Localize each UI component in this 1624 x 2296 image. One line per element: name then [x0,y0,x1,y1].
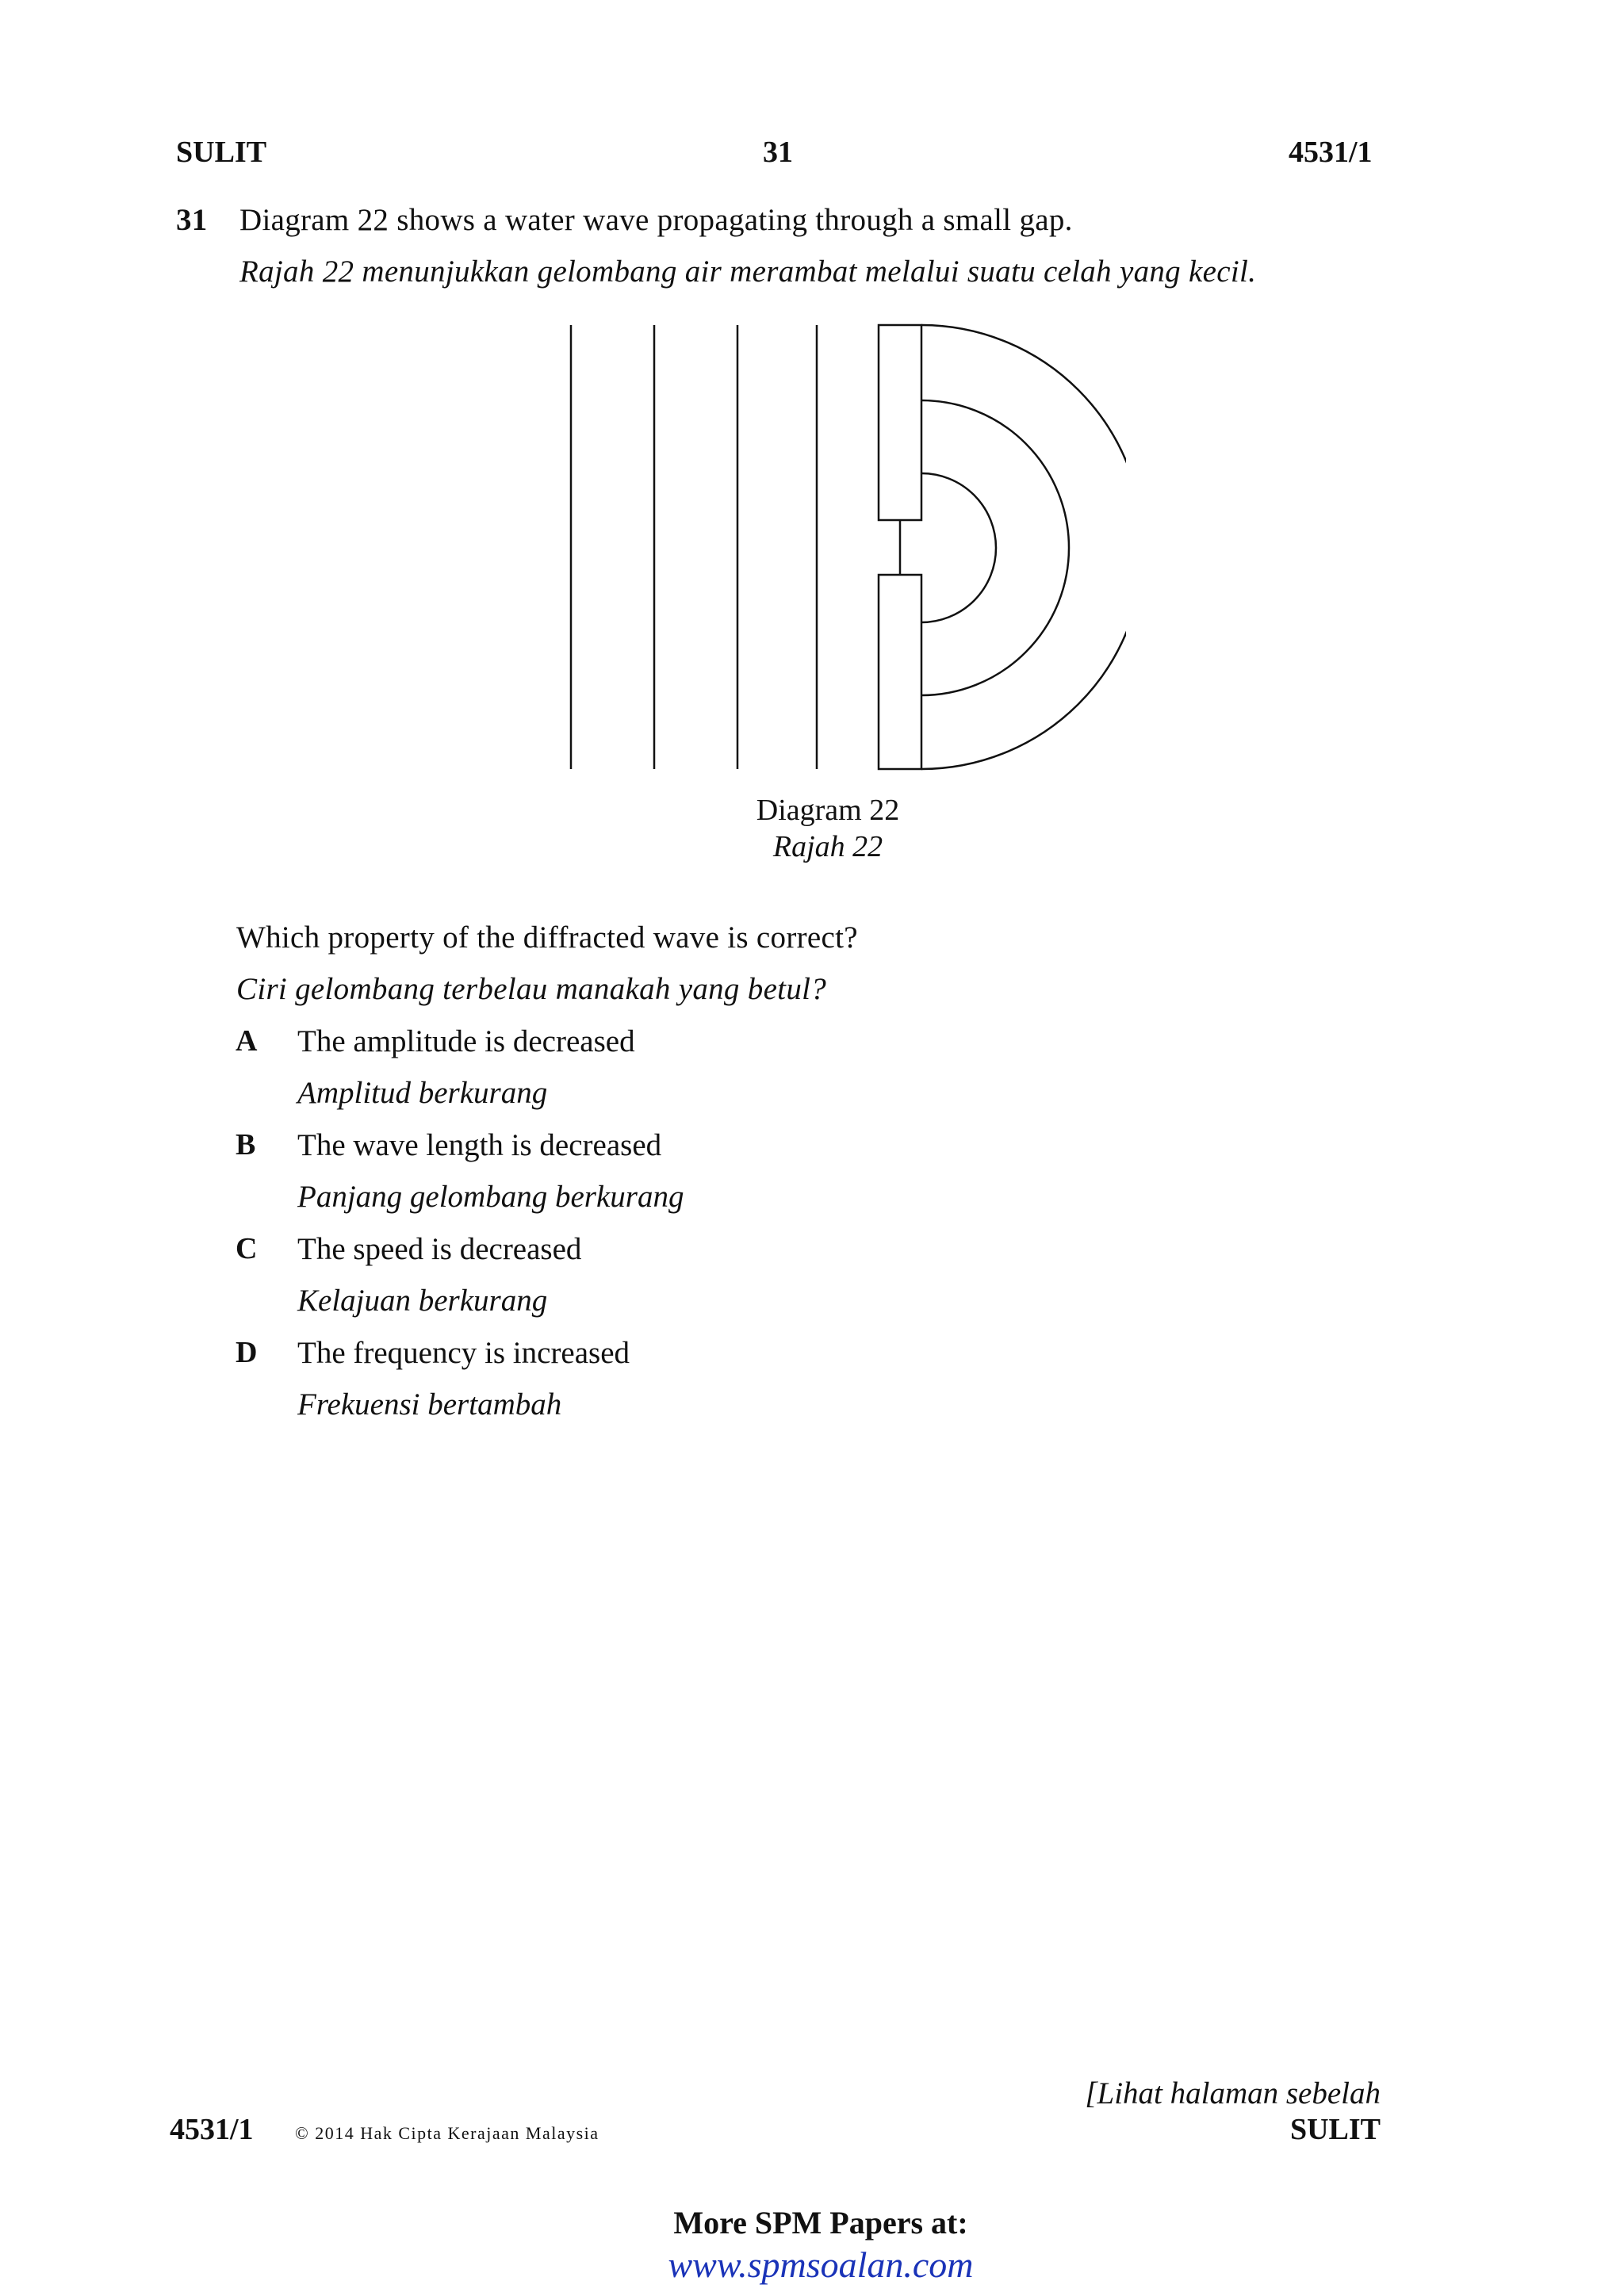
circular-wavefront-3 [921,325,1126,769]
page-number: 31 [763,136,793,169]
circular-wavefront-1 [921,473,996,622]
option-a-text-en[interactable]: The amplitude is decreased [297,1024,635,1058]
option-c-letter[interactable]: C [236,1232,258,1265]
option-c-text-ms: Kelajuan berkurang [297,1284,548,1318]
option-b-letter[interactable]: B [236,1128,256,1161]
question-prompt-ms: Ciri gelombang terbelau manakah yang betul? [236,972,827,1006]
copyright-notice: © 2014 Hak Cipta Kerajaan Malaysia [295,2123,599,2143]
option-d-letter[interactable]: D [236,1336,258,1369]
footer-sulit: SULIT [1289,2113,1381,2146]
option-b-text-ms: Panjang gelombang berkurang [297,1180,684,1214]
header-paper-code: 4531/1 [1289,136,1373,169]
question-stem-en: Diagram 22 shows a water wave propagating through a small gap. [239,203,1073,237]
question-stem-ms: Rajah 22 menunjukkan gelombang air merambat melalui suatu celah yang kecil. [239,254,1257,289]
barrier-lower [879,575,921,769]
barrier-upper [879,325,921,520]
footer-paper-code: 4531/1 [170,2113,254,2146]
website-link[interactable]: www.spmsoalan.com [668,2244,974,2285]
diagram-caption-en: Diagram 22 [756,794,900,827]
header-sulit: SULIT [176,136,267,169]
option-a-text-ms: Amplitud berkurang [297,1076,548,1110]
wave-diffraction-diagram [555,317,1126,785]
next-page-note: [Lihat halaman sebelah [1085,2076,1381,2110]
option-a-letter[interactable]: A [236,1024,258,1058]
option-c-text-en[interactable]: The speed is decreased [297,1232,582,1266]
option-d-text-ms: Frekuensi bertambah [297,1387,562,1422]
diagram-caption-ms: Rajah 22 [772,830,883,863]
option-b-text-en[interactable]: The wave length is decreased [297,1128,662,1162]
option-d-text-en[interactable]: The frequency is increased [297,1336,630,1370]
question-number: 31 [176,203,208,237]
question-prompt-en: Which property of the diffracted wave is correct? [236,920,858,955]
more-papers-label: More SPM Papers at: [673,2205,968,2241]
